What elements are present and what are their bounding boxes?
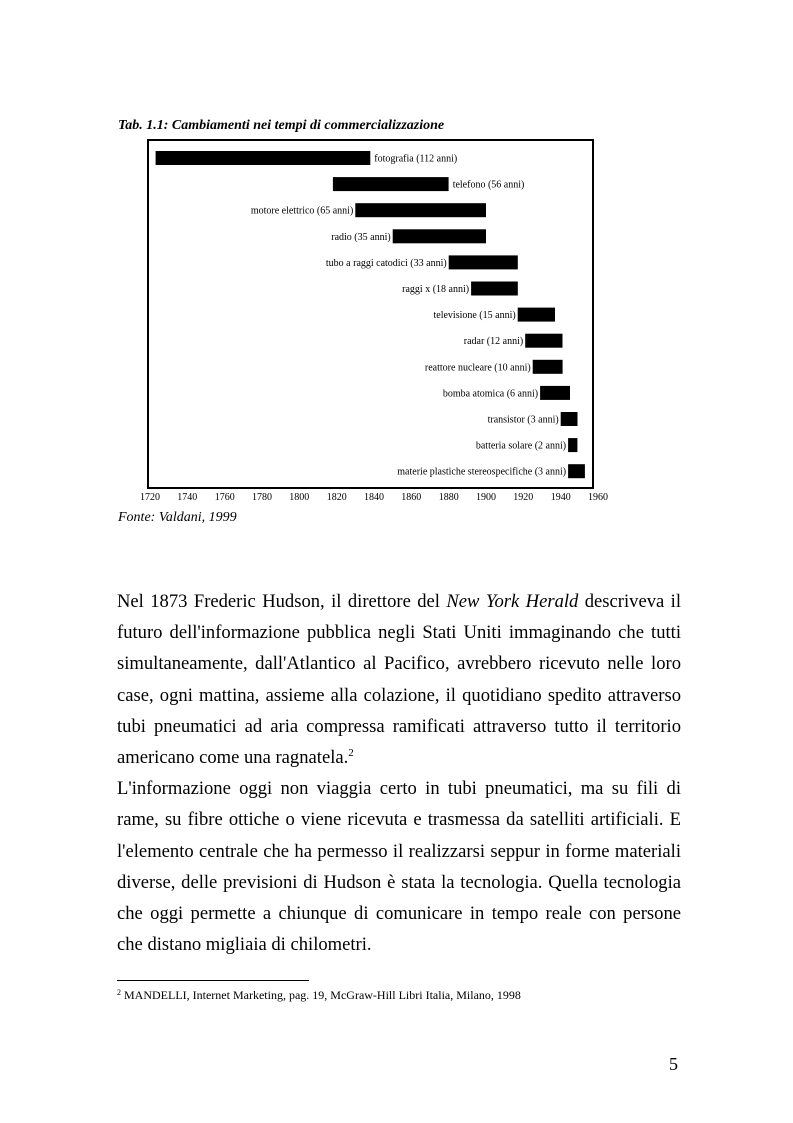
bars-layer bbox=[156, 151, 585, 478]
x-tick-label-3: 1780 bbox=[252, 492, 272, 503]
bar-6 bbox=[518, 308, 555, 322]
x-tick-label-8: 1880 bbox=[438, 492, 459, 503]
bar-8 bbox=[533, 360, 563, 374]
bar-label-1: telefono (56 anni) bbox=[452, 179, 525, 191]
x-tick-label-10: 1920 bbox=[513, 492, 534, 503]
x-tick-label-4: 1800 bbox=[289, 492, 310, 503]
bar-3 bbox=[393, 229, 486, 243]
bar-label-7: radar (12 anni) bbox=[463, 336, 524, 348]
footnote-text: MANDELLI, Internet Marketing, pag. 19, McGraw-Hill Libri Italia, Milano, 1998 bbox=[121, 988, 521, 1002]
bar-label-9: bomba atomica (6 anni) bbox=[442, 388, 539, 400]
bar-label-5: raggi x (18 anni) bbox=[402, 284, 470, 295]
bar-11 bbox=[568, 438, 577, 452]
bar-10 bbox=[561, 412, 578, 426]
x-tick-label-0: 1720 bbox=[140, 492, 160, 503]
bar-12 bbox=[568, 464, 585, 478]
x-axis-ticks bbox=[140, 492, 608, 503]
x-tick-label-11: 1940 bbox=[550, 492, 571, 503]
body-text bbox=[117, 586, 681, 960]
bar-5 bbox=[471, 282, 518, 296]
bar-label-4: tubo a raggi catodici (33 anni) bbox=[325, 257, 447, 269]
table-caption: Tab. 1.1: Cambiamenti nei tempi di commercializzazione bbox=[118, 118, 445, 133]
bar-label-11: batteria solare (2 anni) bbox=[475, 440, 567, 452]
footnote bbox=[117, 988, 521, 1003]
bar-0 bbox=[156, 151, 371, 165]
bar-label-12: materie plastiche stereospecifiche (3 anni) bbox=[397, 466, 567, 478]
paragraph-1 bbox=[117, 586, 681, 773]
x-tick-label-5: 1820 bbox=[326, 492, 347, 503]
x-tick-label-2: 1760 bbox=[214, 492, 235, 503]
page-number: 5 bbox=[669, 1054, 678, 1074]
x-tick-label-6: 1840 bbox=[364, 492, 384, 503]
bar-label-6: televisione (15 anni) bbox=[433, 310, 516, 322]
bar-4 bbox=[449, 255, 518, 269]
newspaper-title: New York Herald bbox=[446, 591, 579, 612]
paragraph-1-after: descriveva il futuro dell'informazione pubblica negli Stati Uniti immaginando che tutti simultaneamente, dall'Atlantico al Pacifico, avrebbero ricevuto nelle loro case, ogni mattina, assieme alla colazione, il quotidiano spedito attraverso tubi pneumatici ad aria compressa ramificati attraverso tutto il territorio americano come una ragnatela. bbox=[117, 591, 681, 769]
x-tick-label-9: 1900 bbox=[476, 492, 496, 503]
footnote-reference: 2 bbox=[348, 747, 354, 760]
chart-source: Fonte: Valdani, 1999 bbox=[118, 510, 237, 525]
paragraph-1-before: Nel 1873 Frederic Hudson, il direttore del bbox=[117, 591, 447, 612]
bar-2 bbox=[355, 203, 486, 217]
footnote-number: 2 bbox=[117, 988, 121, 997]
footnote-separator bbox=[117, 980, 309, 981]
bar-7 bbox=[525, 334, 562, 348]
x-tick-label-1: 1740 bbox=[177, 492, 198, 503]
bar-label-8: reattore nucleare (10 anni) bbox=[424, 362, 531, 374]
paragraph-2: L'informazione oggi non viaggia certo in tubi pneumatici, ma su fili di rame, su fibre ottiche o viene ricevuta e trasmessa da satelliti artificiali. E l'elemento centrale che ha permesso il realizzarsi seppur in forme materiali diverse, delle previsioni di Hudson è stata la tecnologia. Quella tecnologia che oggi permette a chiunque di comunicare in tempo reale con persone che distano migliaia di chilometri. bbox=[117, 778, 681, 956]
bar-label-0: fotografia (112 anni) bbox=[374, 153, 458, 165]
bar-label-10: transistor (3 anni) bbox=[487, 414, 559, 426]
bar-1 bbox=[333, 177, 449, 191]
x-tick-label-12: 1960 bbox=[588, 492, 608, 503]
bar-label-3: radio (35 anni) bbox=[331, 231, 391, 243]
bar-9 bbox=[540, 386, 570, 400]
bar-label-2: motore elettrico (65 anni) bbox=[250, 205, 354, 217]
commercialization-time-chart bbox=[0, 0, 793, 520]
x-tick-label-7: 1860 bbox=[401, 492, 422, 503]
